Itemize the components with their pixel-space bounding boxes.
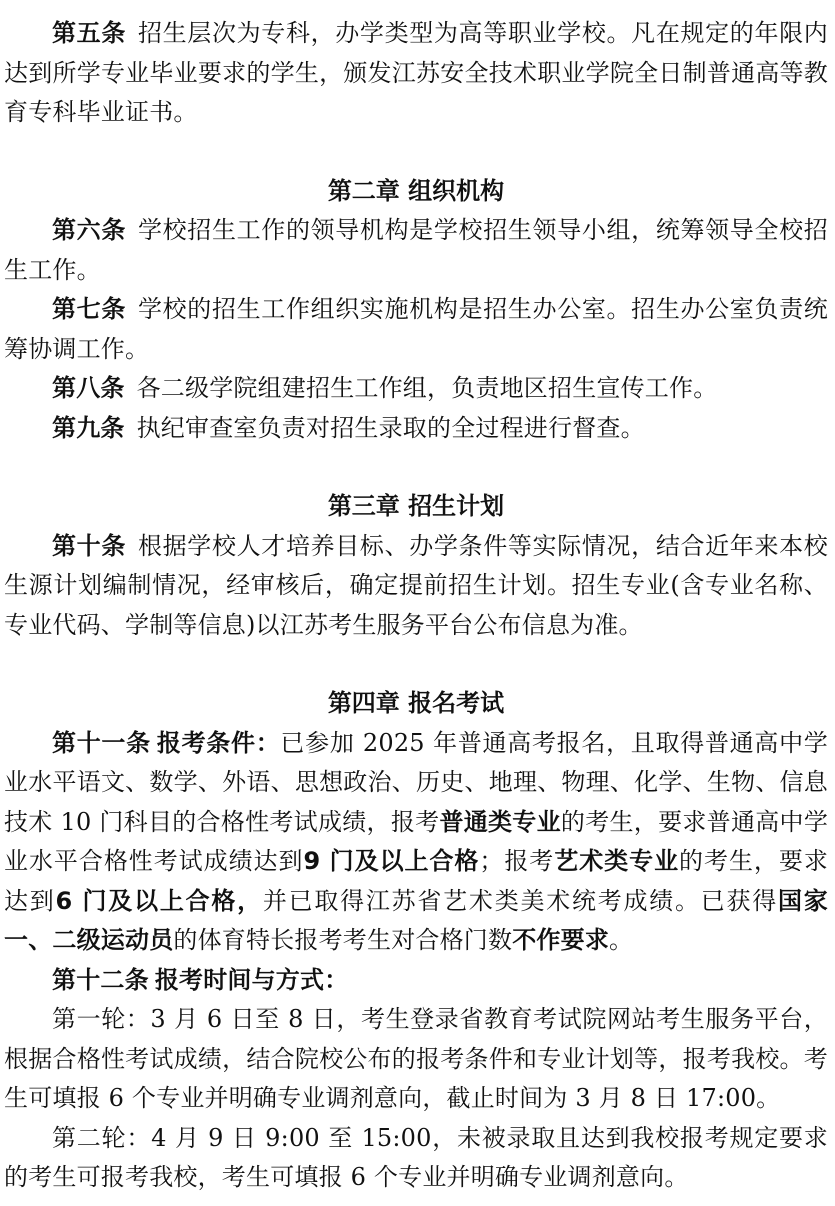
- article-10: [4, 527, 828, 646]
- article-8-text: 各二级学院组建招生工作组，负责地区招生宣传工作。: [136, 374, 718, 402]
- article-8-lead: 第八条: [52, 374, 125, 402]
- article-11-lead: 第十一条: [52, 728, 151, 757]
- article-12-round-1: 第一轮：3 月 6 日至 8 日，考生登录省教育考试院网站考生服务平台，根据合格性考试成绩，结合院校公布的报考条件和专业计划等，报考我校。考生可填报 6 个专业并明确专业调剂意向，截止时间为 3 月 8 日 17:00。: [4, 1005, 828, 1112]
- article-11-bold-4: 6 门及以上合格，: [55, 886, 263, 915]
- article-12: [4, 961, 828, 1001]
- article-11-bold-5: 国家一、二级运动员: [4, 886, 829, 954]
- chapter-2-title: 第二章 组织机构: [327, 176, 505, 205]
- article-11-bold-2: 9 门及以上合格: [303, 847, 480, 875]
- article-6: [4, 211, 828, 290]
- article-9-lead: 第九条: [52, 413, 125, 442]
- article-12-subtitle: 报考时间与方式：: [154, 965, 349, 994]
- article-11-text-7: 。: [609, 926, 634, 954]
- article-9: [4, 409, 828, 449]
- article-12-round-2: 第二轮：4 月 9 日 9:00 至 15:00，未被录取且达到我校报考规定要求的考生可报考我校，考生可填报 6 个专业并明确专业调剂意向。: [4, 1123, 828, 1191]
- article-8: [4, 369, 828, 409]
- article-11-text-2: 的考生，要求普通高中学业水平合格性考试成绩达到: [4, 807, 829, 875]
- chapter-4-title: 第四章 报名考试: [327, 689, 505, 717]
- article-10-lead: 第十条: [52, 531, 126, 560]
- article-12-lead: 第十二条: [52, 965, 149, 994]
- article-10-text: 根据学校人才培养目标、办学条件等实际情况，结合近年来本校生源计划编制情况，经审核后，确定提前招生计划。招生专业(含专业名称、专业代码、学制等信息)以江苏考生服务平台公布信息为准。: [4, 531, 828, 639]
- article-9-text: 执纪审查室负责对招生录取的全过程进行督查。: [136, 413, 645, 442]
- article-7-lead: 第七条: [52, 295, 126, 323]
- article-5-lead: 第五条: [52, 19, 126, 47]
- document-body: [4, 14, 828, 1198]
- article-5: [4, 14, 828, 133]
- article-11-text-1: 已参加 2025 年普通高考报名，且取得普通高中学业水平语文、数学、外语、思想政治、历史、地理、物理、化学、生物、信息技术 10 门科目的合格性考试成绩，报考: [4, 728, 828, 836]
- article-11: [4, 724, 828, 961]
- article-11-text-4: 的考生，要求达到: [4, 847, 829, 915]
- article-6-text: 学校招生工作的领导机构是学校招生领导小组，统筹领导全校招生工作。: [4, 216, 828, 284]
- article-6-lead: 第六条: [52, 216, 126, 244]
- article-11-text-5: 并已取得江苏省艺术类美术统考成绩。已获得: [262, 886, 779, 915]
- article-5-text: 招生层次为专科，办学类型为高等职业学校。凡在规定的年限内达到所学专业毕业要求的学生，颁发江苏安全技术职业学院全日制普通高等教育专科毕业证书。: [4, 19, 828, 126]
- article-11-bold-6: 不作要求: [512, 926, 610, 954]
- article-11-text-3: ；报考: [479, 847, 555, 875]
- article-7: [4, 290, 828, 369]
- article-11-bold-3: 艺术类专业: [554, 847, 680, 875]
- chapter-3-title: 第三章 招生计划: [327, 492, 505, 520]
- article-11-bold-1: 普通类专业: [439, 807, 561, 836]
- article-7-text: 学校的招生工作组织实施机构是招生办公室。招生办公室负责统筹协调工作。: [4, 295, 828, 363]
- article-11-text-6: 的体育特长报考考生对合格门数: [173, 926, 513, 954]
- article-11-subtitle: 报考条件：: [156, 728, 281, 757]
